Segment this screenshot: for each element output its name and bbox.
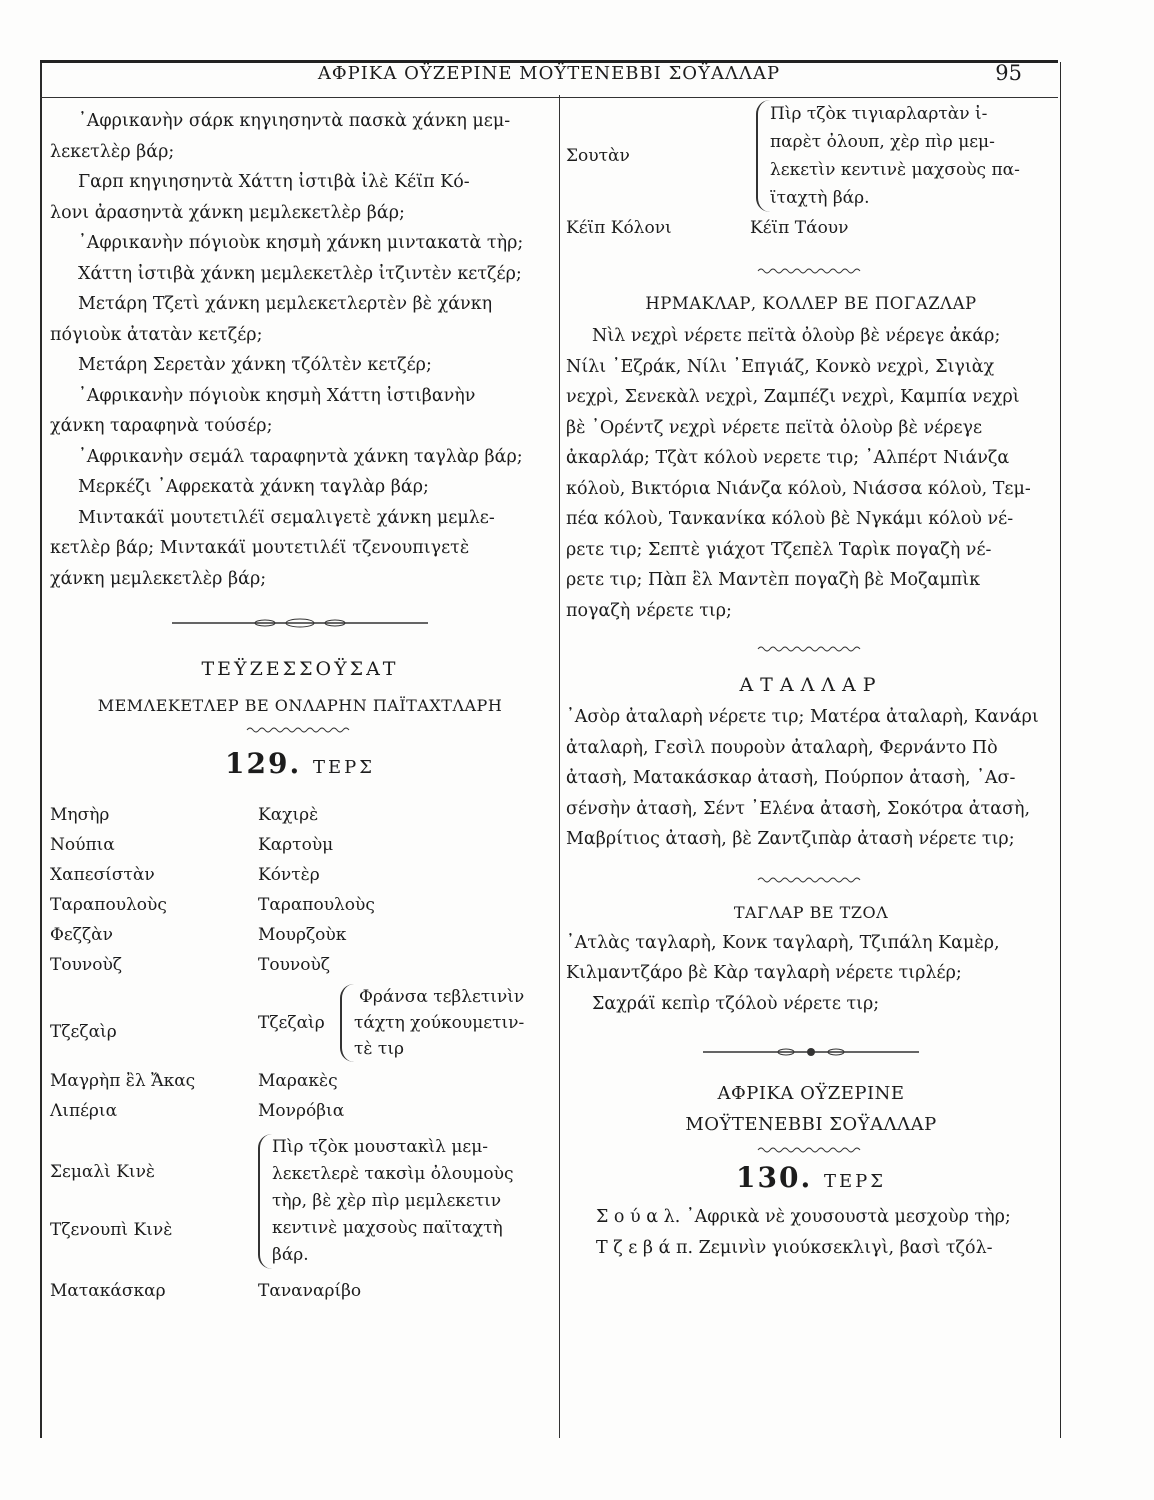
lesson-heading (566, 1161, 1056, 1194)
mountains-paragraph (566, 928, 1056, 1020)
table-row (50, 1096, 550, 1126)
answer-label: Τ ζ ε β ά π. (596, 1237, 694, 1258)
country-cell: Μαγρὴπ ἒλ Ἄκας (50, 1071, 196, 1091)
squiggle-divider (756, 875, 866, 885)
right-column (566, 100, 1056, 1263)
capital-cell: Μονρόβια (258, 1101, 345, 1121)
text-line: Μαβρίτιος ἀτασὴ, βὲ Ζαντζιπὰρ ἀτασὴ νέρετε τιρ; (566, 829, 1015, 849)
lesson-word: ΤΕΡΣ (823, 1171, 886, 1192)
text-line: ᾽Αφρικανὴν σάρκ κηγιησηντὰ πασκὰ χάνκη μεμ- (78, 111, 511, 131)
capital-cell: Ταραπουλοὺς (258, 895, 375, 915)
country-cell: Ταραπουλοὺς (50, 895, 167, 915)
text-line: ᾽Αφρικανὴν πόγιοὺκ κησμὴ χάνκη μιντακατὰ τὴρ; (78, 233, 524, 253)
text-line: Μετάρη Σερετὰν χάνκη τζόλτὲν κετζέρ; (78, 355, 432, 375)
mountains-title: ΤΑΓΛΑΡ ΒΕ ΤΖΟΛ (733, 902, 889, 922)
text-line: χάνκη μεμλεκετλὲρ βάρ; (50, 568, 267, 589)
text-line: Σαχράϊ κεπὶρ τζόλοὺ νέρετε τιρ; (592, 993, 880, 1014)
country-cell: Χαπεσίστὰν (50, 865, 155, 885)
text-line: πέα κόλοὺ, Τανκανίκα κόλοὺ βὲ Νγκάμι κόλοὺ νέ- (566, 509, 1014, 529)
text-line: ᾽Αφρικανὴν σεμάλ ταραφηντὰ χάνκη ταγλὰρ βάρ; (78, 446, 523, 467)
ornament-divider (170, 616, 430, 630)
country-cell: Σουτὰν (566, 146, 630, 166)
table-row (50, 860, 550, 890)
capital-cell: Κόντὲρ (258, 865, 320, 885)
running-header (40, 60, 1058, 98)
capital-cell: Καχιρὲ (258, 805, 319, 825)
text-line: ᾽Ασὸρ ἀταλαρὴ νέρετε τιρ; Ματέρα ἀταλαρὴ, Κανάρι (566, 707, 1039, 727)
islands-title: ΑΤΑΛΛΑΡ (739, 674, 883, 696)
capital-cell: Τουνοὺζ (258, 955, 331, 975)
table-row (50, 830, 550, 860)
text-line: λεκετλὲρ βάρ; (50, 141, 175, 162)
text-line: ρετε τιρ; Πὰπ ἒλ Μαντὲπ πογαζὴ βὲ Μοζαμπὶκ (566, 570, 981, 590)
islands-paragraph (566, 702, 1056, 855)
lesson-word: ΤΕΡΣ (312, 757, 375, 778)
questions-title-1: ΑΦΡΙΚΑ ΟΫΖΕΡΙΝΕ (717, 1083, 905, 1104)
lesson-number: 129. (225, 747, 302, 780)
country-cell: Νούπια (50, 835, 115, 855)
squiggle-divider (756, 1145, 866, 1155)
country-cell: Σεμαλὶ Κινὲ (50, 1162, 156, 1182)
rivers-title: ΗΡΜΑΚΛΑΡ, ΚΟΛΛΕΡ ΒΕ ΠΟΓΑΖΛΑΡ (645, 294, 977, 313)
question-label: Σ ο ύ α λ. (596, 1207, 681, 1227)
table-row (50, 950, 550, 980)
country-pair (50, 1126, 258, 1276)
capitals-table (50, 800, 550, 1306)
capital-cell: Μαρακὲς (258, 1071, 338, 1091)
text-line: ᾽Ατλὰς ταγλαρὴ, Κονκ ταγλαρὴ, Τζιπάλη Καμὲρ, (566, 932, 1000, 953)
table-row (50, 920, 550, 950)
text-line: Νίλι ᾽Εζράκ, Νίλι ᾽Επγιάζ, Κονκὸ νεχρὶ, Σιγιὰχ (566, 356, 995, 377)
text-line: κόλοὺ, Βικτόρια Νιάνζα κόλοὺ, Νιάσσα κόλοὺ, Τεμ- (566, 478, 1031, 499)
table-row (50, 1276, 550, 1306)
text-line: λονι ἀρασηντὰ χάνκη μεμλεκετλὲρ βάρ; (50, 202, 405, 223)
note-line: τάχτη χούκουμετιν- (354, 1013, 525, 1033)
text-line: σένσὴν ἀτασὴ, Σέντ ᾽Ελένα ἀτασὴ, Σοκότρα ἀτασὴ, (566, 798, 1031, 819)
note-line: τὴρ, βὲ χὲρ πὶρ μεμλεκετιν (272, 1190, 502, 1211)
question-text: ᾽Αφρικὰ νὲ χουσουστὰ μεσχοὺρ τὴρ; (685, 1207, 1011, 1227)
note-line: τὲ τιρ (354, 1039, 404, 1059)
brace-note (258, 1134, 550, 1269)
text-line: κετλὲρ βάρ; Μιντακάϊ μουτετιλέϊ τζενουπιγετὲ (50, 538, 470, 558)
table-row (50, 1126, 550, 1276)
country-cell: Μησὴρ (50, 805, 110, 825)
intro-paragraph (50, 106, 550, 594)
answer-text: Ζεμινὶν γιούκσεκλιγὶ, βασὶ τζόλ- (698, 1237, 993, 1258)
soutan-row (566, 100, 1056, 212)
text-line: Νὶλ νεχρὶ νέρετε πεϊτὰ ὀλοὺρ βὲ νέρεγε ἀκάρ; (592, 326, 1001, 346)
capital-cell: Ταναναρίβο (258, 1281, 362, 1301)
country-cell: Φεζζὰν (50, 925, 113, 945)
text-line: Γαρπ κηγιησηντὰ Χάττη ἰστιβὰ ἰλὲ Κέϊπ Κό- (78, 172, 470, 192)
table-row (50, 980, 550, 1066)
note-line: λεκετὶν κεντινὲ μαχσοὺς πα- (770, 160, 1020, 180)
squiggle-divider (756, 266, 866, 276)
text-line: ρετε τιρ; Σεπτὲ γιάχοτ Τζεπὲλ Ταρὶκ πογαζὴ νέ- (566, 539, 992, 560)
country-cell: Τουνοὺζ (50, 955, 123, 975)
country-cell: Κέϊπ Κόλονι (566, 218, 672, 238)
country-cell: Ματακάσκαρ (50, 1281, 166, 1301)
capital-cell: Κέϊπ Τάουν (750, 218, 849, 238)
running-title: ΑΦΡΙΚΑ ΟΫΖΕΡΙΝΕ ΜΟΫΤΕΝΕΒΒΙ ΣΟΫΑΛΛΑΡ (317, 63, 781, 84)
capital-with-note (258, 980, 550, 1066)
cape-row (566, 218, 1056, 238)
text-line: Κιλμαντζάρο βὲ Κὰρ ταγλαρὴ νέρετε τιρλέρ; (566, 963, 962, 983)
note-line: Πὶρ τζὸκ μουστακὶλ μεμ- (272, 1136, 488, 1157)
text-line: πόγιοὺκ ἀτατὰν κετζέρ; (50, 324, 263, 345)
page-number: 95 (995, 61, 1022, 85)
text-line: νεχρὶ, Σενεκὰλ νεχρὶ, Ζαμπέζι νεχρὶ, Καμπία νεχρὶ (566, 387, 1020, 407)
questions-title-2: ΜΟΫΤΕΝΕΒΒΙ ΣΟΫΑΛΛΑΡ (685, 1114, 937, 1135)
table-row (50, 800, 550, 830)
answer-line (566, 1233, 1056, 1264)
text-line: πογαζὴ νέρετε τιρ; (566, 600, 732, 621)
text-line: Μετάρη Τζετὶ χάνκη μεμλεκετλερτὲν βὲ χάνκη (78, 294, 493, 314)
ornament-divider (701, 1045, 921, 1059)
squiggle-divider (245, 725, 355, 735)
note-line: Φράνσα τεβλετινὶν (358, 987, 525, 1007)
capital-cell: Καρτοὺμ (258, 835, 334, 855)
text-line: ἀκαρλάρ; Τζὰτ κόλοὺ νερετε τιρ; ᾽Αλπέρτ Νιάνζα (566, 448, 1010, 468)
section-title: ΤΕΫΖΕΣΣΟΫΣΑΤ (201, 658, 399, 680)
text-line: Χάττη ἰστιβὰ χάνκη μεμλεκετλὲρ ἰτζιντὲν κετζέρ; (78, 263, 522, 284)
note-line: ϊταχτὴ βάρ. (770, 188, 870, 208)
question-line (566, 1202, 1056, 1233)
text-line: ἀτασὴ, Ματακάσκαρ ἀτασὴ, Πούρπον ἀτασὴ, ᾽Ασ- (566, 768, 1016, 788)
note-line: παρὲτ ὀλουπ, χὲρ πὶρ μεμ- (770, 132, 995, 152)
table-row (50, 1066, 550, 1096)
country-cell: Λιπέρια (50, 1101, 118, 1121)
text-line: ᾽Αφρικανὴν πόγιοὺκ κησμὴ Χάττη ἰστιβανὴν (78, 385, 476, 406)
note-line: βάρ. (272, 1244, 309, 1265)
note-line: κεντινὲ μαχσοὺς παϊταχτὴ (272, 1217, 503, 1238)
capital-cell: Τζεζαὶρ (258, 1013, 325, 1033)
capital-cell: Μουρζοὺκ (258, 925, 347, 945)
rivers-paragraph (566, 321, 1056, 626)
brace-note (756, 100, 1048, 212)
lesson-heading (50, 747, 550, 780)
text-line: βὲ ᾽Ορέντζ νεχρὶ νέρετε πεϊτὰ ὀλοὺρ βὲ νέρεγε (566, 417, 983, 438)
text-line: ἀταλαρὴ, Γεσὶλ πουροὺν ἀταλαρὴ, Φερνάντο Πὸ (566, 737, 998, 758)
lesson-number: 130. (736, 1161, 813, 1194)
brace-note-cell (258, 1126, 550, 1276)
text-line: Μιντακάϊ μουτετιλέϊ σεμαλιγετὲ χάνκη μεμλε- (78, 507, 495, 528)
section-subtitle: ΜΕΜΛΕΚΕΤΛΕΡ ΒΕ ΟΝΛΑΡΗΝ ΠΑΪΤΑΧΤΛΑΡΗ (97, 696, 503, 715)
note-line: Πὶρ τζὸκ τιγιαρλαρτὰν ἰ- (770, 104, 988, 124)
text-line: Μερκέζι ᾽Αφρεκατὰ χάνκη ταγλὰρ βάρ; (78, 477, 429, 497)
squiggle-divider (756, 644, 866, 654)
column-rule (559, 95, 560, 1438)
brace-note (340, 984, 524, 1062)
country-cell: Τζεζαὶρ (50, 1022, 117, 1042)
questions-paragraph (566, 1202, 1056, 1263)
note-line: λεκετλερὲ τακσὶμ ὀλουμοὺς (272, 1163, 514, 1184)
left-column (50, 100, 550, 1306)
table-row (50, 890, 550, 920)
text-line: χάνκη ταραφηνὰ τούσέρ; (50, 416, 273, 436)
country-cell: Τζενουπὶ Κινὲ (50, 1220, 173, 1240)
